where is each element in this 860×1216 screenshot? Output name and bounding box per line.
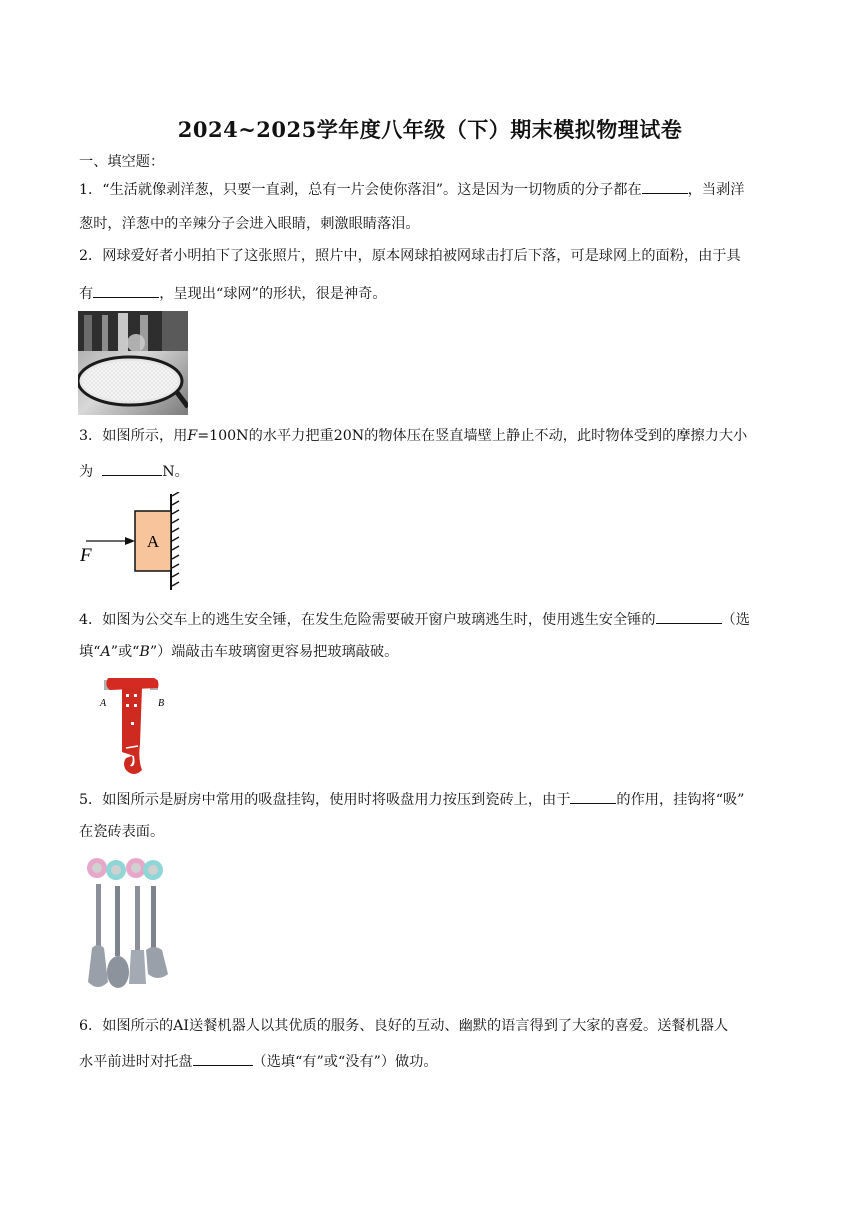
- q5-line1: [79, 788, 744, 810]
- q6-line2: [79, 1050, 438, 1072]
- q3-text-b2: N。: [162, 464, 189, 480]
- q2-text-a: 有: [79, 286, 94, 302]
- force-arrow-icon: [125, 537, 135, 545]
- q4-line1: [79, 608, 750, 630]
- q3-text-a2: 为: [79, 464, 94, 480]
- suction-hooks-image: [84, 856, 170, 992]
- hammer-label-a: A: [100, 698, 107, 709]
- q4-text-a: 4．如图为公交车上的逃生安全锤，在发生危险需要破开窗户玻璃逃生时，使用逃生安全锤的: [79, 612, 656, 628]
- safety-hammer-image: [98, 674, 170, 778]
- q6-answer-blank[interactable]: [193, 1050, 253, 1066]
- section-heading: 一、填空题：: [79, 154, 165, 170]
- q4-text-a2: 填“: [79, 644, 101, 660]
- q5-text-b: 的作用，挂钩将“吸”: [616, 792, 745, 808]
- q5-text-a: 5．如图所示是厨房中常用的吸盘挂钩，使用时将吸盘用力按压到瓷砖上，由于: [79, 792, 571, 808]
- q2-line2: [79, 282, 387, 304]
- q2-line1: 2．网球爱好者小明拍下了这张照片，照片中，原本网球拍被网球击打后下落，可是球网上的面粉，由于具: [79, 248, 741, 264]
- q4-text-b: （选: [721, 612, 750, 628]
- q6-text-a: 水平前进时对托盘: [79, 1054, 193, 1070]
- hammer-label-b: B: [158, 698, 165, 709]
- q3-line1: [79, 426, 747, 446]
- q4-text-mid: ”或“: [110, 644, 140, 660]
- q4-line2: [79, 642, 398, 662]
- q2-text-b: ，呈现出“球网”的形状，很是神奇。: [159, 286, 387, 302]
- force-wall-diagram: [78, 492, 184, 592]
- q5-line2: 在瓷砖表面。: [79, 824, 165, 840]
- q1-text-b: ，当剥洋: [687, 182, 745, 198]
- q3-line2: [79, 460, 189, 482]
- q4-text-b2: ”）端敲击车玻璃窗更容易把玻璃敲破。: [149, 644, 399, 660]
- q1-line1: [79, 178, 744, 200]
- q3-text-b: =100N的水平力把重20N的物体压在竖直墙壁上静止不动，此时物体受到的摩擦力大小: [197, 428, 748, 444]
- force-f-label: F: [80, 545, 92, 566]
- q1-text-a: 1．“生活就像剥洋葱，只要一直剥，总有一片会使你落泪”。这是因为一切物质的分子都在: [79, 182, 642, 198]
- q2-answer-blank[interactable]: [93, 282, 159, 298]
- q4-option-b: B: [139, 644, 150, 660]
- q5-answer-blank[interactable]: [570, 788, 616, 804]
- tennis-racket-photo: [78, 311, 188, 415]
- q3-text-a: 3．如图所示，用: [79, 428, 188, 444]
- q6-line1: 6．如图所示的AI送餐机器人以其优质的服务、良好的互动、幽默的语言得到了大家的喜爱。送餐机器人: [79, 1018, 729, 1034]
- q6-text-b: （选填“有”或“没有”）做功。: [252, 1054, 438, 1070]
- q1-line2: 葱时，洋葱中的辛辣分子会进入眼睛，刺激眼睛落泪。: [79, 216, 420, 232]
- q1-answer-blank[interactable]: [642, 178, 688, 194]
- exam-title: 2024~2025学年度八年级（下）期末模拟物理试卷: [177, 117, 683, 142]
- q4-answer-blank[interactable]: [656, 608, 722, 624]
- q4-option-a: A: [100, 644, 111, 660]
- block-a-label: A: [146, 532, 160, 551]
- q3-force-variable: F: [187, 428, 198, 444]
- q3-answer-blank[interactable]: [102, 460, 162, 476]
